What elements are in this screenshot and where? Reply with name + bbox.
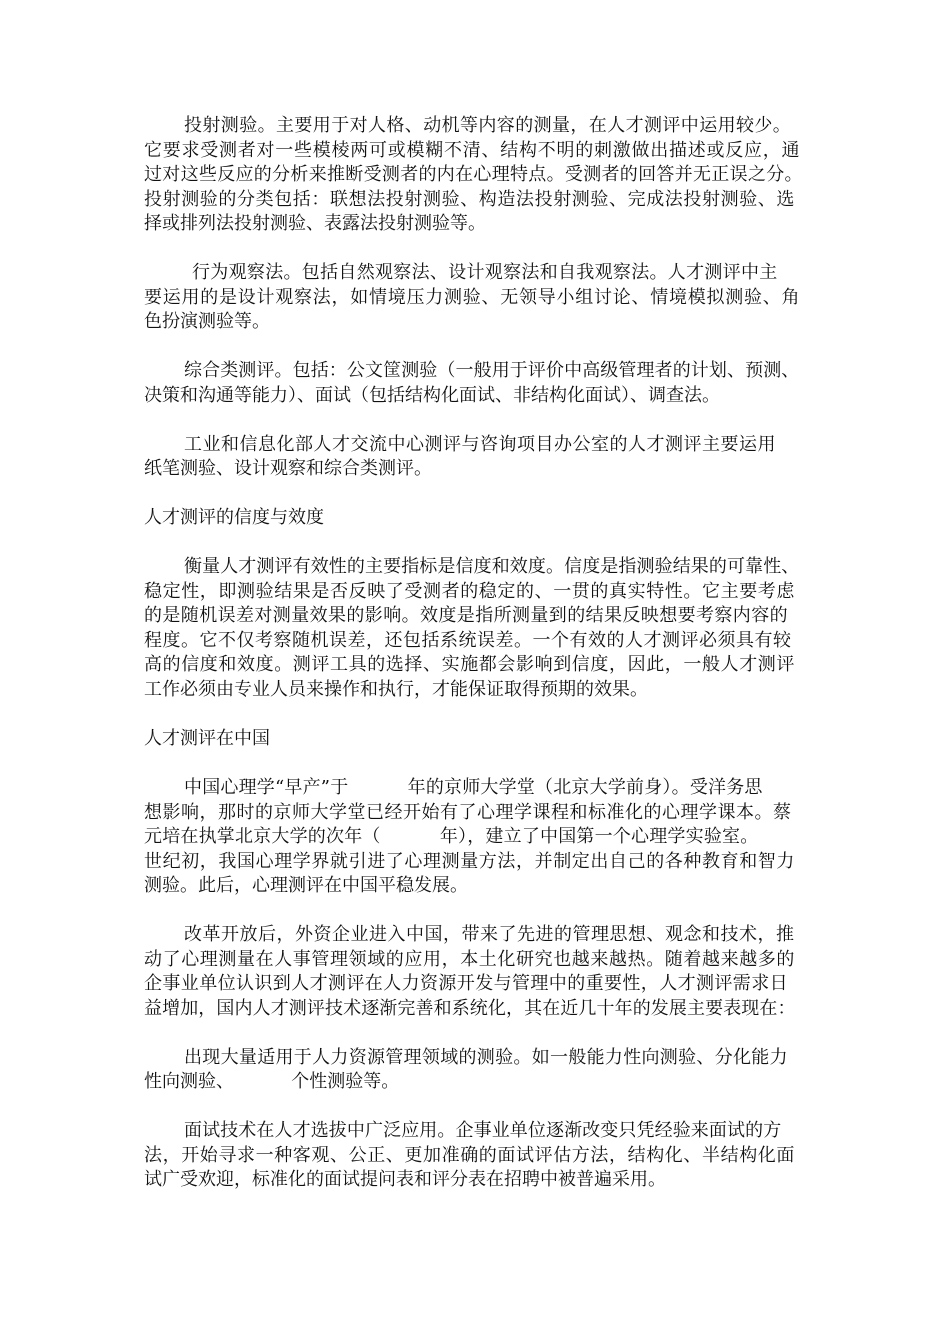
paragraph-line: 工作必须由专业人员来操作和执行，才能保证取得预期的效果。 bbox=[144, 679, 648, 700]
paragraph-line: 色扮演测验等。 bbox=[144, 311, 270, 332]
paragraph-line: 投射测验的分类包括：联想法投射测验、构造法投射测验、完成法投射测验、选 bbox=[144, 189, 795, 210]
paragraph-line: 决策和沟通等能力）、面试（包括结构化面试、非结构化面试）、调查法。 bbox=[144, 385, 720, 406]
paragraph-line: 综合类测评。包括：公文筐测验（一般用于评价中高级管理者的计划、预测、 bbox=[184, 360, 800, 381]
paragraph-line: 元培在执掌北京大学的次年（ 年），建立了中国第一个心理学实验室。 bbox=[144, 826, 759, 847]
paragraph-line: 动了心理测量在人事管理领域的应用，本土化研究也越来越热。随着越来越多的 bbox=[144, 949, 795, 970]
paragraph-line: 稳定性，即测验结果是否反映了受测者的稳定的、一贯的真实特性。它主要考虑 bbox=[144, 581, 795, 602]
paragraph-line: 择或排列法投射测验、表露法投射测验等。 bbox=[144, 213, 486, 234]
paragraph-line: 中国心理学“早产”于 年的京师大学堂（北京大学前身）。受洋务思 bbox=[184, 777, 763, 798]
paragraph-line: 投射测验。主要用于对人格、动机等内容的测量，在人才测评中运用较少。 bbox=[184, 115, 792, 136]
paragraph-line: 想影响，那时的京师大学堂已经开始有了心理学课程和标准化的心理学课本。蔡 bbox=[144, 802, 792, 823]
section-heading: 人才测评的信度与效度 bbox=[144, 507, 324, 528]
paragraph-line: 程度。它不仅考察随机误差，还包括系统误差。一个有效的人才测评必须具有较 bbox=[144, 630, 792, 651]
paragraph-line: 纸笔测验、设计观察和综合类测评。 bbox=[144, 458, 432, 479]
paragraph-line: 要运用的是设计观察法，如情境压力测验、无领导小组讨论、情境模拟测验、角 bbox=[144, 287, 801, 308]
paragraph-line: 测验。此后，心理测评在中国平稳发展。 bbox=[144, 875, 468, 896]
paragraph-line: 法，开始寻求一种客观、公正、更加准确的面试评估方法，结构化、半结构化面 bbox=[144, 1145, 795, 1166]
paragraph-line: 面试技术在人才选拔中广泛应用。企事业单位逐渐改变只凭经验来面试的方 bbox=[184, 1120, 782, 1141]
paragraph-line: 过对这些反应的分析来推断受测者的内在心理特点。受测者的回答并无正误之分。 bbox=[144, 164, 803, 185]
paragraph-line: 它要求受测者对一些模棱两可或模糊不清、结构不明的刺激做出描述或反应，通 bbox=[144, 140, 801, 161]
paragraph-line: 世纪初，我国心理学界就引进了心理测量方法，并制定出自己的各种教育和智力 bbox=[144, 851, 795, 872]
paragraph-line: 行为观察法。包括自然观察法、设计观察法和自我观察法。人才测评中主 bbox=[192, 262, 778, 283]
paragraph-line: 改革开放后，外资企业进入中国，带来了先进的管理思想、观念和技术，推 bbox=[184, 924, 795, 945]
paragraph-line: 的是随机误差对测量效果的影响。效度是指所测量到的结果反映想要考察内容的 bbox=[144, 605, 788, 626]
paragraph-line: 试广受欢迎，标准化的面试提问表和评分表在招聘中被普遍采用。 bbox=[144, 1169, 666, 1190]
section-heading: 人才测评在中国 bbox=[144, 728, 270, 749]
paragraph-line: 益增加，国内人才测评技术逐渐完善和系统化，其在近几十年的发展主要表现在： bbox=[144, 998, 796, 1019]
paragraph-line: 企事业单位认识到人才测评在人力资源开发与管理中的重要性，人才测评需求日 bbox=[144, 973, 788, 994]
paragraph-line: 性向测验、 个性测验等。 bbox=[144, 1071, 400, 1092]
paragraph-line: 出现大量适用于人力资源管理领域的测验。如一般能力性向测验、分化能力 bbox=[184, 1047, 788, 1068]
paragraph-line: 工业和信息化部人才交流中心测评与咨询项目办公室的人才测评主要运用 bbox=[184, 434, 776, 455]
paragraph-line: 高的信度和效度。测评工具的选择、实施都会影响到信度，因此，一般人才测评 bbox=[144, 654, 795, 675]
paragraph-line: 衡量人才测评有效性的主要指标是信度和效度。信度是指测验结果的可靠性、 bbox=[184, 556, 800, 577]
